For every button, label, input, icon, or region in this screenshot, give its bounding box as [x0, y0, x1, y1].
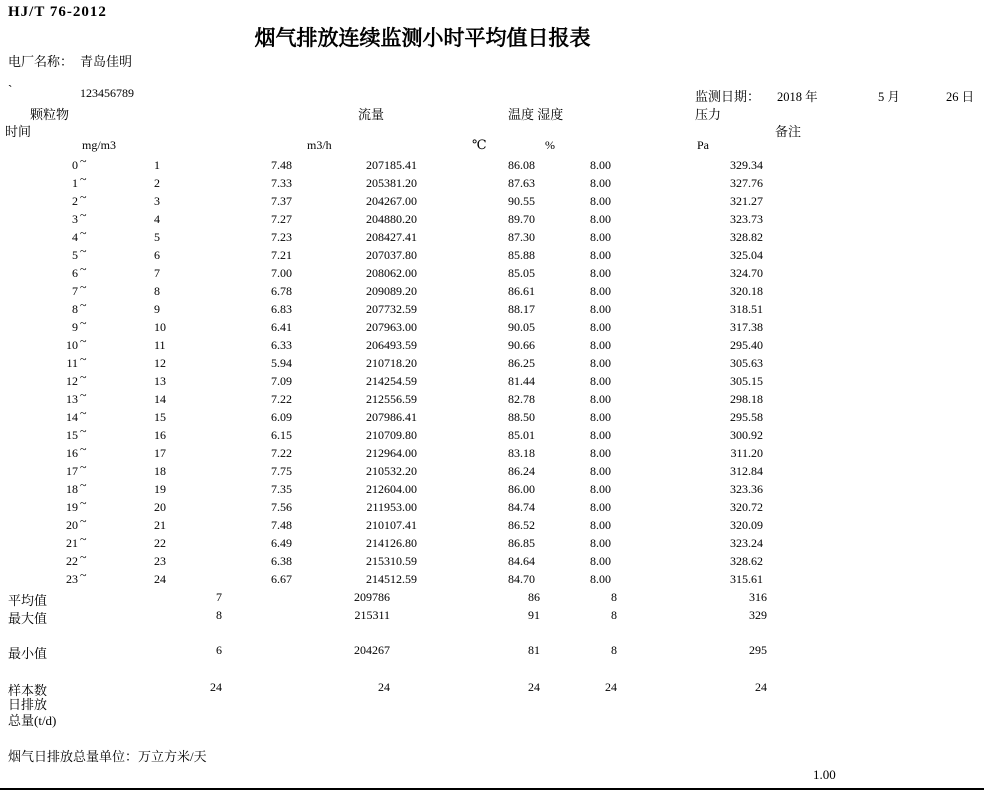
tilde-separator: ~ [80, 532, 87, 546]
hour-end: 22 [154, 536, 166, 550]
particulate-value: 6.78 [271, 284, 292, 298]
table-row [0, 514, 984, 536]
pressure-value: 323.36 [730, 482, 763, 496]
flow-value: 207732.59 [366, 302, 417, 316]
summary-temperature: 24 [528, 680, 540, 694]
particulate-value: 6.38 [271, 554, 292, 568]
hour-end: 23 [154, 554, 166, 568]
unit-note: 烟气日排放总量单位：万立方米/天 [8, 749, 207, 764]
hour-end: 7 [154, 266, 160, 280]
hour-start: 0 [72, 158, 78, 172]
summary-particulate: 6 [216, 643, 222, 657]
hour-end: 18 [154, 464, 166, 478]
table-row [0, 496, 984, 518]
temperature-value: 86.24 [508, 464, 535, 478]
hour-end: 12 [154, 356, 166, 370]
tilde-separator: ~ [80, 478, 87, 492]
temperature-value: 90.66 [508, 338, 535, 352]
hour-end: 10 [154, 320, 166, 334]
temperature-value: 86.25 [508, 356, 535, 370]
flow-value: 212556.59 [366, 392, 417, 406]
hour-start: 16 [66, 446, 78, 460]
summary-humidity: 24 [605, 680, 617, 694]
hour-start: 20 [66, 518, 78, 532]
hour-end: 4 [154, 212, 160, 226]
tilde-separator: ~ [80, 226, 87, 240]
hour-end: 19 [154, 482, 166, 496]
table-row [0, 244, 984, 266]
particulate-value: 6.67 [271, 572, 292, 586]
temperature-value: 90.05 [508, 320, 535, 334]
temperature-value: 85.88 [508, 248, 535, 262]
unit-particulate: mg/m3 [82, 138, 117, 152]
hour-end: 11 [154, 338, 166, 352]
humidity-value: 8.00 [590, 464, 611, 478]
temperature-value: 89.70 [508, 212, 535, 226]
tilde-separator: ~ [80, 334, 87, 348]
table-row [0, 370, 984, 392]
humidity-value: 8.00 [590, 320, 611, 334]
table-row [0, 532, 984, 554]
hour-start: 23 [66, 572, 78, 586]
pressure-value: 318.51 [730, 302, 763, 316]
temperature-value: 81.44 [508, 374, 535, 388]
pressure-value: 327.76 [730, 176, 763, 190]
flow-value: 207963.00 [366, 320, 417, 334]
table-row [0, 424, 984, 446]
pressure-value: 323.24 [730, 536, 763, 550]
pressure-value: 295.40 [730, 338, 763, 352]
table-row [0, 172, 984, 194]
humidity-value: 8.00 [590, 374, 611, 388]
humidity-value: 8.00 [590, 536, 611, 550]
unit-temperature: ℃ [472, 137, 487, 152]
summary-row [0, 643, 984, 661]
hour-start: 8 [72, 302, 78, 316]
table-row [0, 334, 984, 356]
table-row [0, 154, 984, 176]
particulate-value: 7.35 [271, 482, 292, 496]
tilde-separator: ~ [80, 514, 87, 528]
summary-row [0, 608, 984, 626]
temperature-value: 86.08 [508, 158, 535, 172]
tilde-separator: ~ [80, 298, 87, 312]
humidity-value: 8.00 [590, 446, 611, 460]
daily-emission-label-line2: 总量(t/d) [8, 713, 57, 728]
table-row [0, 406, 984, 428]
summary-pressure: 329 [749, 608, 767, 622]
summary-pressure: 24 [755, 680, 767, 694]
summary-flow: 209786 [354, 590, 390, 604]
humidity-value: 8.00 [590, 302, 611, 316]
table-row [0, 298, 984, 320]
flow-value: 207185.41 [366, 158, 417, 172]
flow-value: 206493.59 [366, 338, 417, 352]
flow-value: 214512.59 [366, 572, 417, 586]
hour-start: 2 [72, 194, 78, 208]
particulate-value: 7.48 [271, 158, 292, 172]
pressure-value: 315.61 [730, 572, 763, 586]
tilde-separator: ~ [80, 190, 87, 204]
humidity-value: 8.00 [590, 176, 611, 190]
temperature-value: 88.50 [508, 410, 535, 424]
pressure-value: 298.18 [730, 392, 763, 406]
hour-end: 8 [154, 284, 160, 298]
humidity-value: 8.00 [590, 572, 611, 586]
tilde-separator: ~ [80, 208, 87, 222]
column-header-remark: 备注 [775, 124, 802, 139]
temperature-value: 86.61 [508, 284, 535, 298]
page-value: 1.00 [813, 767, 836, 782]
tilde-separator: ~ [80, 550, 87, 564]
temperature-value: 82.78 [508, 392, 535, 406]
summary-temperature: 91 [528, 608, 540, 622]
pressure-value: 312.84 [730, 464, 763, 478]
humidity-value: 8.00 [590, 158, 611, 172]
flow-value: 207037.80 [366, 248, 417, 262]
table-row [0, 226, 984, 248]
flow-value: 208062.00 [366, 266, 417, 280]
humidity-value: 8.00 [590, 194, 611, 208]
unit-humidity: % [545, 138, 555, 152]
pressure-value: 325.04 [730, 248, 763, 262]
summary-temperature: 86 [528, 590, 540, 604]
summary-label: 最大值 [8, 611, 48, 626]
hour-end: 3 [154, 194, 160, 208]
particulate-value: 7.75 [271, 464, 292, 478]
humidity-value: 8.00 [590, 554, 611, 568]
humidity-value: 8.00 [590, 212, 611, 226]
bottom-rule [0, 788, 984, 790]
tilde-separator: ~ [80, 244, 87, 258]
summary-humidity: 8 [611, 643, 617, 657]
hour-start: 10 [66, 338, 78, 352]
pressure-value: 295.58 [730, 410, 763, 424]
flow-value: 205381.20 [366, 176, 417, 190]
particulate-value: 7.22 [271, 446, 292, 460]
flow-value: 204880.20 [366, 212, 417, 226]
flow-value: 209089.20 [366, 284, 417, 298]
plant-name-label: 电厂名称： [8, 54, 74, 69]
hour-start: 18 [66, 482, 78, 496]
humidity-value: 8.00 [590, 392, 611, 406]
pressure-value: 328.62 [730, 554, 763, 568]
summary-particulate: 7 [216, 590, 222, 604]
tilde-separator: ~ [80, 568, 87, 582]
temperature-value: 83.18 [508, 446, 535, 460]
hour-end: 14 [154, 392, 166, 406]
particulate-value: 7.27 [271, 212, 292, 226]
particulate-value: 5.94 [271, 356, 292, 370]
summary-humidity: 8 [611, 608, 617, 622]
pressure-value: 328.82 [730, 230, 763, 244]
hour-start: 6 [72, 266, 78, 280]
particulate-value: 7.00 [271, 266, 292, 280]
pressure-value: 305.15 [730, 374, 763, 388]
particulate-value: 7.37 [271, 194, 292, 208]
summary-flow: 204267 [354, 643, 390, 657]
temperature-value: 86.00 [508, 482, 535, 496]
summary-pressure: 295 [749, 643, 767, 657]
summary-label: 平均值 [8, 593, 48, 608]
summary-temperature: 81 [528, 643, 540, 657]
table-row [0, 190, 984, 212]
particulate-value: 6.49 [271, 536, 292, 550]
summary-label: 样本数 [8, 683, 48, 698]
table-row [0, 568, 984, 590]
standard-number: HJ/T 76-2012 [8, 4, 107, 20]
flow-value: 210709.80 [366, 428, 417, 442]
hour-start: 5 [72, 248, 78, 262]
particulate-value: 6.33 [271, 338, 292, 352]
hour-end: 9 [154, 302, 160, 316]
hour-start: 15 [66, 428, 78, 442]
plant-name-value: 青岛佳明 [80, 54, 133, 69]
tilde-separator: ~ [80, 442, 87, 456]
table-row [0, 388, 984, 410]
table-row [0, 316, 984, 338]
flow-value: 210718.20 [366, 356, 417, 370]
hour-start: 13 [66, 392, 78, 406]
temperature-value: 84.74 [508, 500, 535, 514]
flow-value: 214254.59 [366, 374, 417, 388]
hour-end: 1 [154, 158, 160, 172]
column-header-pressure: 压力 [695, 107, 722, 122]
summary-particulate: 8 [216, 608, 222, 622]
tilde-separator: ~ [80, 496, 87, 510]
flow-value: 208427.41 [366, 230, 417, 244]
hour-start: 7 [72, 284, 78, 298]
temperature-value: 84.64 [508, 554, 535, 568]
hour-end: 15 [154, 410, 166, 424]
tilde-separator: ~ [80, 262, 87, 276]
monitor-date-month: 5 月 [878, 90, 900, 104]
humidity-value: 8.00 [590, 356, 611, 370]
hour-start: 17 [66, 464, 78, 478]
tilde-separator: ~ [80, 388, 87, 402]
hour-end: 20 [154, 500, 166, 514]
humidity-value: 8.00 [590, 482, 611, 496]
flow-value: 211953.00 [366, 500, 417, 514]
particulate-value: 6.41 [271, 320, 292, 334]
hour-start: 12 [66, 374, 78, 388]
summary-label: 最小值 [8, 646, 48, 661]
pressure-value: 323.73 [730, 212, 763, 226]
temperature-value: 87.30 [508, 230, 535, 244]
humidity-value: 8.00 [590, 338, 611, 352]
particulate-value: 7.23 [271, 230, 292, 244]
monitor-date-label: 监测日期： [695, 89, 761, 104]
humidity-value: 8.00 [590, 230, 611, 244]
temperature-value: 87.63 [508, 176, 535, 190]
particulate-value: 6.15 [271, 428, 292, 442]
tilde-separator: ~ [80, 406, 87, 420]
table-row [0, 280, 984, 302]
table-row [0, 262, 984, 284]
particulate-value: 6.09 [271, 410, 292, 424]
hour-start: 4 [72, 230, 78, 244]
table-row [0, 352, 984, 374]
hour-end: 17 [154, 446, 166, 460]
hour-end: 16 [154, 428, 166, 442]
unit-flow: m3/h [307, 138, 332, 152]
pressure-value: 324.70 [730, 266, 763, 280]
temperature-value: 86.85 [508, 536, 535, 550]
table-row [0, 442, 984, 464]
summary-row [0, 680, 984, 698]
tilde-separator: ~ [80, 424, 87, 438]
particulate-value: 7.09 [271, 374, 292, 388]
hour-start: 19 [66, 500, 78, 514]
daily-emission-label-line1: 日排放 [8, 697, 48, 712]
temperature-value: 84.70 [508, 572, 535, 586]
humidity-value: 8.00 [590, 248, 611, 262]
summary-pressure: 316 [749, 590, 767, 604]
flow-value: 204267.00 [366, 194, 417, 208]
tilde-separator: ~ [80, 280, 87, 294]
table-row [0, 208, 984, 230]
hour-start: 14 [66, 410, 78, 424]
hour-start: 11 [66, 356, 78, 370]
tilde-separator: ~ [80, 172, 87, 186]
pressure-value: 320.72 [730, 500, 763, 514]
tilde-separator: ~ [80, 316, 87, 330]
unit-pressure: Pa [697, 138, 709, 152]
temperature-value: 85.01 [508, 428, 535, 442]
humidity-value: 8.00 [590, 518, 611, 532]
particulate-value: 6.83 [271, 302, 292, 316]
tilde-separator: ~ [80, 352, 87, 366]
temperature-value: 85.05 [508, 266, 535, 280]
hour-end: 21 [154, 518, 166, 532]
humidity-value: 8.00 [590, 500, 611, 514]
flow-value: 207986.41 [366, 410, 417, 424]
table-row [0, 550, 984, 572]
summary-humidity: 8 [611, 590, 617, 604]
hour-end: 2 [154, 176, 160, 190]
particulate-value: 7.21 [271, 248, 292, 262]
humidity-value: 8.00 [590, 266, 611, 280]
flow-value: 210107.41 [366, 518, 417, 532]
flow-value: 210532.20 [366, 464, 417, 478]
temperature-value: 88.17 [508, 302, 535, 316]
hour-end: 6 [154, 248, 160, 262]
hour-start: 9 [72, 320, 78, 334]
humidity-value: 8.00 [590, 284, 611, 298]
pressure-value: 329.34 [730, 158, 763, 172]
column-header-temp-humidity: 温度 湿度 [508, 107, 564, 122]
column-header-time: 时间 [5, 124, 32, 139]
pressure-value: 305.63 [730, 356, 763, 370]
tilde-separator: ~ [80, 460, 87, 474]
particulate-value: 7.22 [271, 392, 292, 406]
serial-number: 123456789 [80, 86, 134, 100]
monitor-date-day: 26 日 [946, 90, 975, 104]
report-title: 烟气排放连续监测小时平均值日报表 [254, 26, 591, 50]
table-row [0, 460, 984, 482]
hour-end: 13 [154, 374, 166, 388]
hour-start: 22 [66, 554, 78, 568]
hour-start: 1 [72, 176, 78, 190]
particulate-value: 7.33 [271, 176, 292, 190]
column-header-particulate: 颗粒物 [30, 107, 70, 122]
summary-flow: 24 [378, 680, 390, 694]
hour-end: 24 [154, 572, 166, 586]
tilde-separator: ~ [80, 370, 87, 384]
table-row [0, 478, 984, 500]
tilde-separator: ~ [80, 154, 87, 168]
humidity-value: 8.00 [590, 428, 611, 442]
summary-row [0, 590, 984, 608]
particulate-value: 7.48 [271, 518, 292, 532]
hour-start: 3 [72, 212, 78, 226]
column-header-flow: 流量 [358, 107, 385, 122]
pressure-value: 311.20 [730, 446, 763, 460]
particulate-value: 7.56 [271, 500, 292, 514]
pressure-value: 320.18 [730, 284, 763, 298]
hour-end: 5 [154, 230, 160, 244]
pressure-value: 300.92 [730, 428, 763, 442]
tick-mark: ` [8, 82, 13, 97]
pressure-value: 321.27 [730, 194, 763, 208]
temperature-value: 90.55 [508, 194, 535, 208]
pressure-value: 320.09 [730, 518, 763, 532]
flow-value: 214126.80 [366, 536, 417, 550]
monitor-date-year: 2018 年 [777, 90, 818, 104]
humidity-value: 8.00 [590, 410, 611, 424]
hour-start: 21 [66, 536, 78, 550]
flow-value: 212604.00 [366, 482, 417, 496]
pressure-value: 317.38 [730, 320, 763, 334]
flow-value: 215310.59 [366, 554, 417, 568]
flow-value: 212964.00 [366, 446, 417, 460]
summary-particulate: 24 [210, 680, 222, 694]
temperature-value: 86.52 [508, 518, 535, 532]
summary-flow: 215311 [354, 608, 390, 622]
